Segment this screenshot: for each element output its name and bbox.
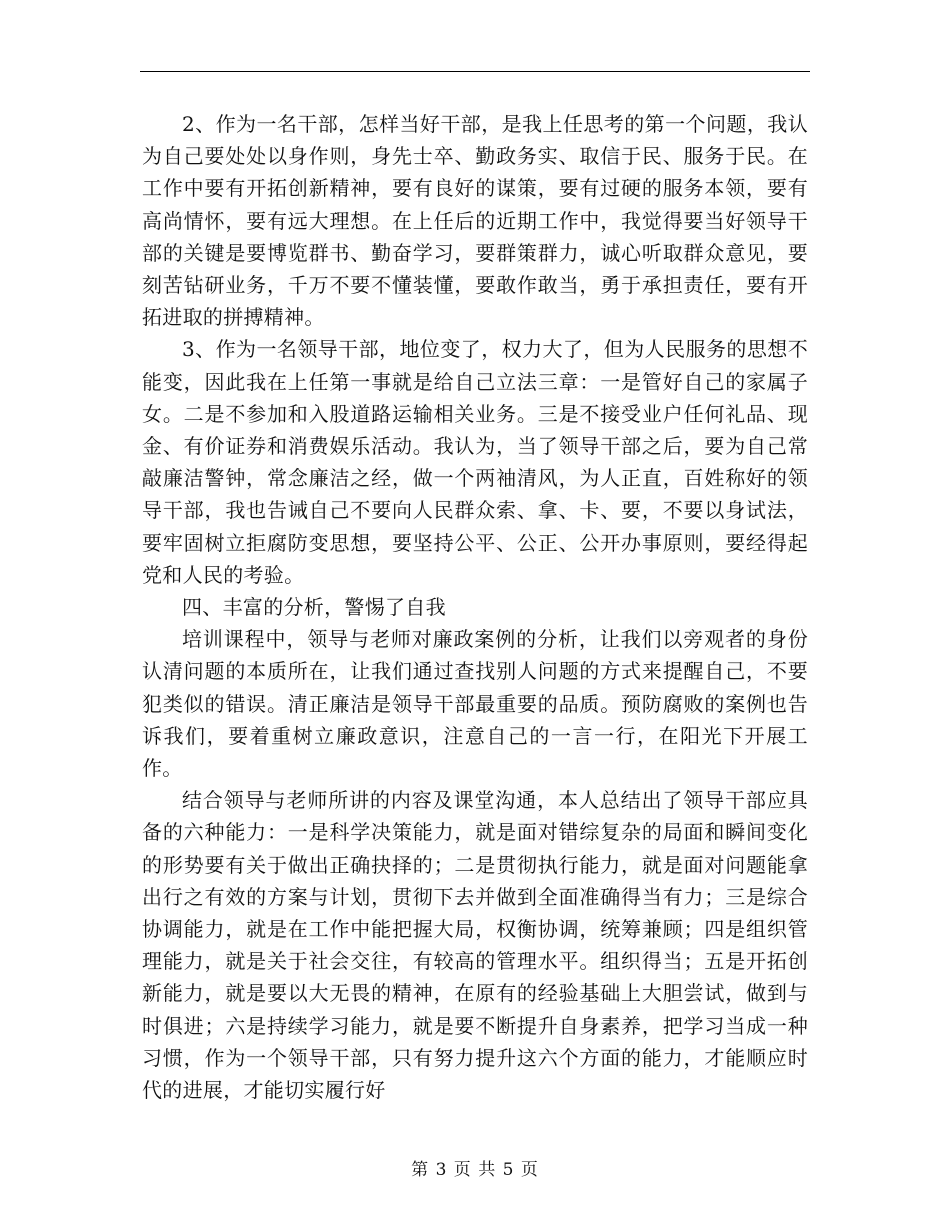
paragraph-3: 培训课程中，领导与老师对廉政案例的分析，让我们以旁观者的身份认清问题的本质所在，让我们通过查找别人问题的方式来提醒自己，不要犯类似的错误。清正廉洁是领导干部最重要的品质。预防腐败的案例也告诉我们，要着重树立廉政意识，注意自己的一言一行，在阳光下开展工作。 bbox=[142, 627, 808, 781]
paragraph-1: 2、作为一名干部，怎样当好干部，是我上任思考的第一个问题，我认为自己要处处以身作则，身先士卒、勤政务实、取信于民、服务于民。在工作中要有开拓创新精神，要有良好的谋策，要有过硬的服务本领，要有高尚情怀，要有远大理想。在上任后的近期工作中，我觉得要当好领导干部的关键是要博览群书、勤奋学习，要群策群力，诚心听取群众意见，要刻苦钻研业务，千万不要不懂装懂，要敢作敢当，勇于承担责任，要有开拓进取的拼搏精神。 bbox=[142, 112, 808, 330]
section-heading: 四、丰富的分析，警惕了自我 bbox=[182, 595, 446, 620]
page-number: 第 3 页 共 5 页 bbox=[411, 1160, 539, 1180]
paragraph-4: 结合领导与老师所讲的内容及课堂沟通，本人总结出了领导干部应具备的六种能力：一是科学决策能力，就是面对错综复杂的局面和瞬间变化的形势要有关于做出正确抉择的；二是贯彻执行能力，就是面对问题能拿出行之有效的方案与计划，贯彻下去并做到全面准确得当有力；三是综合协调能力，就是在工作中能把握大局，权衡协调，统筹兼顾；四是组织管理能力，就是关于社会交往，有较高的管理水平。组织得当；五是开拓创新能力，就是要以大无畏的精神，在原有的经验基础上大胆尝试，做到与时俱进；六是持续学习能力，就是要不断提升自身素养，把学习当成一种习惯，作为一个领导干部，只有努力提升这六个方面的能力，才能顺应时代的进展，才能切实履行好 bbox=[142, 788, 808, 1103]
document-body bbox=[142, 108, 808, 1106]
paragraph-2: 3、作为一名领导干部，地位变了，权力大了，但为人民服务的思想不能变，因此我在上任第一事就是给自己立法三章：一是管好自己的家属子女。二是不参加和入股道路运输相关业务。三是不接受业户任何礼品、现金、有价证券和消费娱乐活动。我认为，当了领导干部之后，要为自己常敲廉洁警钟，常念廉洁之经，做一个两袖清风，为人正直，百姓称好的领导干部，我也告诫自己不要向人民群众索、拿、卡、要，不要以身试法，要牢固树立拒腐防变思想，要坚持公平、公正、公开办事原则，要经得起党和人民的考验。 bbox=[142, 337, 808, 587]
header-rule bbox=[140, 71, 810, 72]
